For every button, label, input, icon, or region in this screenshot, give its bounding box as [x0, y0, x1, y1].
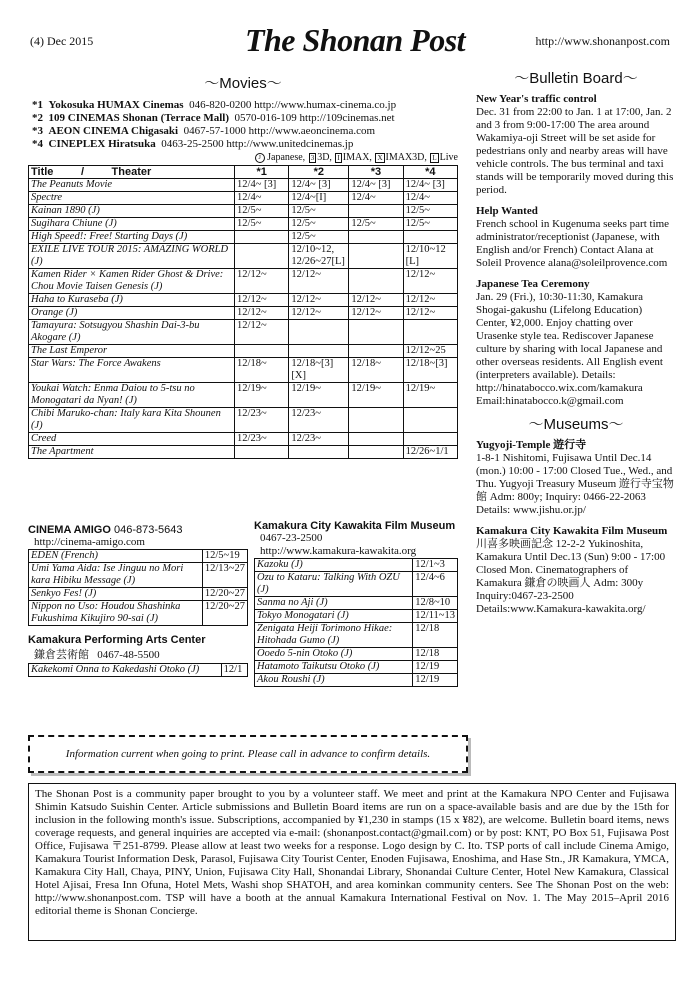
table-row: Zenigata Heiji Torimono Hikae: Hitohada Gumo (J) 12/18 — [255, 623, 458, 648]
bulletin-item-heading: Help Wanted — [476, 205, 538, 217]
amigo-table — [28, 549, 248, 626]
right-column — [476, 72, 676, 616]
info-notice: Information current when going to print. Please call in advance to confirm details. — [28, 735, 468, 773]
kawakita-table — [254, 558, 458, 687]
amigo-url[interactable]: http://cinema-amigo.com — [34, 536, 145, 548]
table-row: High Speed!: Free! Starting Days (J) 12/5~ — [29, 231, 458, 244]
museums-title: 〜Museums〜 — [528, 416, 624, 433]
movies-column — [28, 72, 458, 685]
table-row: Ozu to Kataru: Talking With OZU (J) 12/4~6 — [255, 572, 458, 597]
table-row: Youkai Watch: Enma Daiou to 5-tsu no Monogatari da Nyan! (J) 12/19~ 12/19~ 12/19~ 12/19~ — [29, 383, 458, 408]
imax-icon: I — [337, 153, 340, 162]
theater-list — [32, 99, 458, 151]
table-row: Kainan 1890 (J) 12/5~ 12/5~ 12/5~ — [29, 205, 458, 218]
table-row: The Peanuts Movie 12/4~ [3] 12/4~ [3] 12/4~ [3] 12/4~ [3] — [29, 179, 458, 192]
table-row: The Last Emperor 12/12~25 — [29, 345, 458, 358]
live-icon: L — [432, 153, 437, 162]
legend: J Japanese, 3 3D, I IMAX, X IMAX3D, L Live — [28, 152, 458, 163]
table-header: Title / Theater *1 *2 *3 *4 — [29, 166, 458, 179]
paper-title: The Shonan Post — [244, 22, 466, 58]
masthead — [30, 22, 670, 62]
museum-item-body: 川喜多映画記念 12-2-2 Yukinoshita, Kamakura Until Dec.13 (Sun) 9:00 - 17:00 Closed Mon. Cinematographers of Kamakura 鎌倉の映画人 Adm: 300y Inquiry:0467-23-2500 Details:www.Kamakura-kawakita.org/ — [476, 538, 666, 615]
museum-item-heading: Yugyoji-Temple 遊行寺 — [476, 439, 587, 451]
footer-text: The Shonan Post is a community paper brought to you by a volunteer staff. We meet and print at the Kamakura NPO Center and Fujisawa Shimin Katsudo Suishin Center. Article submissions and Bulletin Board items are run on a space-available basis and are due by the 15th for inclusion in the following month's issue. Subscriptions, accompanied by ¥1,230 in stamps (15 x ¥82), are welcome. Bulletin board items, news coverage requests, and general inquiries are accepted via e-mail: (shonanpost.contact@gmail.com) or by post: KNT, PO Box 51, Fujisawa Post Office, Fujisawa 〒251-8799. Please allow at least two weeks for a response. Logo design by C. Ito. TSP ports of call include Cinema Amigo, Kamakura Tourist Information Desk, Parasol, Fujisawa City Tourist Center, Enoden Fujisawa, Enoshima, and Hase Stn., JR Kamakura, YMCA, Kamakura City Hall, Chaya, PINY, Union, Fujisawa City Hall, Shonandai Library, Shonandai Culture Center, Hotel New Kamakura, Classical Hotel Ajisai, Fresa Inn Ofuna, Hotel Mets, Washi shop SHATOH, and area kominkan community centers. See The Shonan Post on the web: http://www.shonanpost.com. TSP will have a booth at the annual Kamakura International Festival on Nov. 1. The May 2015–April 2016 editorial theme is Shonan Concierge. — [35, 788, 669, 917]
table-row: Creed 12/23~ 12/23~ — [29, 433, 458, 446]
table-row: Chibi Maruko-chan: Italy kara Kita Shounen (J) 12/23~ 12/23~ — [29, 408, 458, 433]
table-row: Sugihara Chiune (J) 12/5~ 12/5~ 12/5~ 12/5~ — [29, 218, 458, 231]
imax3d-icon: X — [377, 153, 383, 162]
table-row: EDEN (French) 12/5~19 — [29, 550, 248, 563]
kpac-table — [28, 663, 248, 677]
table-row: Kazoku (J) 12/1~3 — [255, 559, 458, 572]
bulletin-item-body: Dec. 31 from 22:00 to Jan. 1 at 17:00, Jan. 2 and 3 from 9:00-17:00 The area around Wakamiya-oji Street will be set aside for pedestrians only and nearby areas will have vehicle controls. The bus terminal and taxi stands will be temporarily moved during this period. — [476, 106, 674, 196]
table-row: Sanma no Aji (J) 12/8~10 — [255, 597, 458, 610]
theater-1: *1 Yokosuka HUMAX Cinemas 046-820-0200 http://www.humax-cinema.co.jp — [32, 99, 397, 111]
theater-4: *4 CINEPLEX Hiratsuka 0463-25-2500 http://www.unitedcinemas.jp — [32, 138, 354, 150]
amigo-section: CINEMA AMIGO 046-873-5643 http://cinema-amigo.com EDEN (French) 12/5~19 Umi Yama Aida: Ise Jinguu no Mori kara Hibiku Message (J) 12/13~27 Senkyo Fes! (J) 12/20~27 Nippon no Uso: Houdou Shashinka Fukushima Kikujiro 90-sai (J) 12/20~27 Kamakura Performing Arts Center 鎌倉芸術館 0467-48-5500 Kakekomi Onna to Kakedashi Otoko (J) 12/1 — [28, 524, 248, 677]
movies-title: 〜Movies〜 — [204, 75, 282, 92]
table-row: Hatamoto Taikutsu Otoko (J) 12/19 — [255, 661, 458, 674]
table-row: Nippon no Uso: Houdou Shashinka Fukushima Kikujiro 90-sai (J) 12/20~27 — [29, 601, 248, 626]
bulletin-item-body: Jan. 29 (Fri.), 10:30-11:30, Kamakura Shogai-gakushu (Lifelong Education) Center, ¥2,000. Enjoy chatting over Urasenke style tea. Rediscover Japanese culture by sharing with local Japanese and other overseas residents. All English event (interpreters available). Details: http://hinatabocco.wix.com/kamakura Email:hinatabocco.k@gmail.com — [476, 291, 663, 407]
table-row: Spectre 12/4~ 12/4~[I] 12/4~ 12/4~ — [29, 192, 458, 205]
table-row: Tamayura: Sotsugyou Shashin Dai-3-bu Akogare (J) 12/12~ — [29, 320, 458, 345]
table-row: Ooedo 5-nin Otoko (J) 12/18 — [255, 648, 458, 661]
table-row: Umi Yama Aida: Ise Jinguu no Mori kara Hibiku Message (J) 12/13~27 — [29, 563, 248, 588]
movies-table — [28, 165, 458, 459]
3d-icon: 3 — [310, 153, 315, 162]
table-row: Kamen Rider × Kamen Rider Ghost & Drive: Chou Movie Taisen Genesis (J) 12/12~ 12/12~ 12/12~ — [29, 269, 458, 294]
table-row: Tokyo Monogatari (J) 12/11~13 — [255, 610, 458, 623]
footer-box — [28, 783, 676, 941]
table-row: Orange (J) 12/12~ 12/12~ 12/12~ 12/12~ — [29, 307, 458, 320]
table-row: The Apartment 12/26~1/1 — [29, 446, 458, 459]
theater-3: *3 AEON CINEMA Chigasaki 0467-57-1000 http://www.aeoncinema.com — [32, 125, 376, 137]
kawakita-url[interactable]: http://www.kamakura-kawakita.org — [260, 545, 417, 557]
table-row: Haha to Kuraseba (J) 12/12~ 12/12~ 12/12~ 12/12~ — [29, 294, 458, 307]
table-row: Kakekomi Onna to Kakedashi Otoko (J) 12/1 — [29, 664, 248, 677]
bulletin-item-heading: New Year's traffic control — [476, 93, 597, 105]
table-row: Senkyo Fes! (J) 12/20~27 — [29, 588, 248, 601]
paper-url[interactable]: http://www.shonanpost.com — [535, 34, 670, 48]
table-row: Star Wars: The Force Awakens 12/18~ 12/18~[3][X] 12/18~ 12/18~[3] — [29, 358, 458, 383]
kpac-title: Kamakura Performing Arts Center — [28, 634, 206, 646]
kawakita-section: Kamakura City Kawakita Film Museum 0467-23-2500 http://www.kamakura-kawakita.org Kazoku (J) 12/1~3 Ozu to Kataru: Talking With OZU (J) 12/4~6 Sanma no Aji (J) 12/8~10 Tokyo Monogatari (J) 12/11~13 Zenigata Heiji Torimono Hikae: Hitohada Gumo (J) 12/18 Ooedo 5-nin Otoko (J) 12/18 Hatamoto Taikutsu Otoko (J) 12/19 Akou Roushi (J) 12/19 — [254, 520, 458, 687]
table-row: EXILE LIVE TOUR 2015: AMAZING WORLD (J) 12/10~12, 12/26~27[L] 12/10~12 [L] — [29, 244, 458, 269]
bulletin-title: 〜Bulletin Board〜 — [514, 70, 638, 87]
issue-date: (4) Dec 2015 — [30, 34, 94, 48]
bulletin-item-heading: Japanese Tea Ceremony — [476, 278, 590, 290]
museum-item-heading: Kamakura City Kawakita Film Museum — [476, 525, 668, 537]
table-row: Akou Roushi (J) 12/19 — [255, 674, 458, 687]
theater-2: *2 109 CINEMAS Shonan (Terrace Mall) 0570-016-109 http://109cinemas.net — [32, 112, 395, 124]
museum-item-body: 1-8-1 Nishitomi, Fujisawa Until Dec.14 (mon.) 10:00 - 17:00 Closed Tue., Wed., and Thu. Yugyoji Treasury Museum 遊行寺宝物館 Adm: 800y; Inquiry: 0466-22-2063 Details: www.jishu.or.jp/ — [476, 452, 674, 516]
bulletin-item-body: French school in Kugenuma seeks part time administrator/receptionist (Japanese, with English and/or French) Contact Alana at Soleil Provence alana@soleilprovence.com — [476, 218, 670, 269]
japanese-icon: J — [255, 153, 265, 163]
